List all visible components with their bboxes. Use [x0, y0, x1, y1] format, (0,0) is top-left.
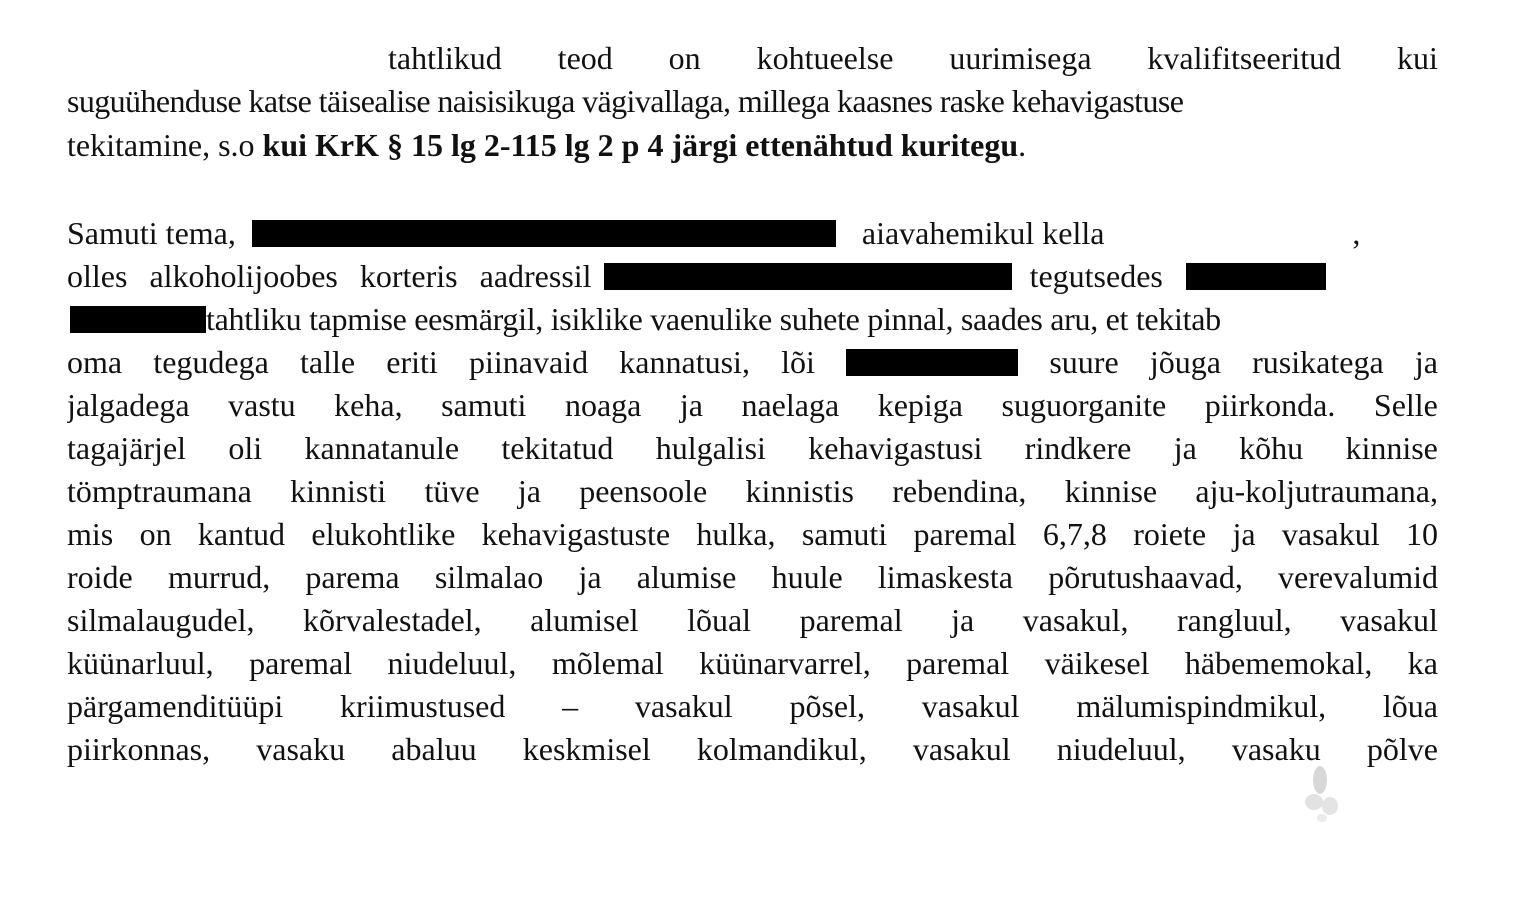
word: kui — [1397, 40, 1438, 76]
word: uurimisega — [949, 40, 1092, 76]
word: rindkere — [1024, 430, 1132, 466]
word: mis — [67, 516, 114, 552]
word: piirkonnas, — [67, 731, 211, 767]
word: parema — [305, 559, 400, 595]
word: kõhu — [1239, 430, 1304, 466]
paragraph-2-line-3 — [70, 298, 1441, 340]
word: niudeluul, — [1056, 731, 1186, 767]
redaction-bar — [1186, 263, 1326, 290]
word: põsel, — [789, 688, 865, 724]
word: murrud, — [167, 559, 271, 595]
word: kinnisti — [290, 473, 387, 509]
word: 10 — [1405, 516, 1438, 552]
word: kinnise — [1064, 473, 1158, 509]
word: kinnistis — [745, 473, 854, 509]
word: oma — [67, 344, 123, 380]
paragraph-1-line-1 — [388, 37, 1438, 79]
paragraph-2-line-5 — [67, 384, 1438, 426]
word: piirkonda. — [1204, 387, 1336, 423]
word: jalgadega — [67, 387, 190, 423]
word: vastu — [228, 387, 296, 423]
word: ja — [1173, 430, 1197, 466]
word: tagajärjel — [67, 430, 187, 466]
line-text: tahtliku tapmise eesmärgil, isiklike vaenulike suhete pinnal, saades aru, et tekitab — [206, 301, 1221, 337]
word: kehavigastusi — [808, 430, 983, 466]
word: talle — [300, 344, 356, 380]
word: pärgamenditüüpi — [67, 688, 284, 724]
word: keskmisel — [522, 731, 651, 767]
word: hulka, — [696, 516, 776, 552]
word: jõuga — [1149, 344, 1221, 380]
offence-reference: kui KrK § 15 lg 2-115 lg 2 p 4 järgi ettenähtud kuritegu — [262, 127, 1019, 163]
word: vasakul — [634, 688, 733, 724]
word: suure — [1049, 344, 1119, 380]
word: silmalao — [434, 559, 544, 595]
word: tegutsedes — [1029, 258, 1163, 294]
word: rebendina, — [892, 473, 1027, 509]
word: kvalifitseeritud — [1147, 40, 1342, 76]
word: silmalaugudel, — [67, 602, 255, 638]
word: korteris — [359, 258, 458, 294]
paragraph-2-line-8 — [67, 513, 1438, 555]
word: kepiga — [877, 387, 963, 423]
line-text: suguühenduse katse täisealise naisisikuga vägivallaga, millega kaasnes raske kehavigastuse — [67, 83, 1184, 119]
paragraph-2-line-6 — [67, 427, 1438, 469]
word: piinavaid — [469, 344, 589, 380]
word: vasakul — [1281, 516, 1380, 552]
line-text: Samuti tema, — [67, 215, 236, 251]
word: kannatusi, — [619, 344, 750, 380]
redaction-bar — [252, 220, 836, 247]
word: Selle — [1373, 387, 1438, 423]
paragraph-1-line-2 — [67, 80, 1438, 122]
paragraph-2-line-11 — [67, 642, 1438, 684]
word: alumisel — [530, 602, 639, 638]
paragraph-2-line-1 — [67, 212, 1438, 254]
word: rangluul, — [1177, 602, 1292, 638]
word: olles — [67, 258, 128, 294]
paragraph-1-line-3 — [67, 124, 1438, 166]
line-text: aiavahemikul kella — [861, 215, 1105, 251]
word: kolmandikul, — [696, 731, 867, 767]
word: roide — [67, 559, 133, 595]
paragraph-2-line-12 — [67, 685, 1438, 727]
redaction-bar — [846, 349, 1018, 376]
word: eriti — [386, 344, 438, 380]
word: paremal — [249, 645, 353, 681]
word: tömptraumana — [67, 473, 252, 509]
word: samuti — [801, 516, 888, 552]
word: naelaga — [741, 387, 840, 423]
word: vasaku — [256, 731, 346, 767]
word: tüve — [424, 473, 480, 509]
word: lõua — [1382, 688, 1438, 724]
line-text: . — [1018, 127, 1027, 163]
word: aadressil — [479, 258, 592, 294]
word: ja — [679, 387, 703, 423]
paragraph-2-line-10 — [67, 599, 1438, 641]
paragraph-2-line-4 — [67, 341, 1438, 383]
word: samuti — [441, 387, 527, 423]
line-text: , — [1352, 215, 1361, 251]
word: huule — [771, 559, 843, 595]
word: küünarvarrel, — [699, 645, 871, 681]
word: paremal — [799, 602, 903, 638]
word: mälumispindmikul, — [1076, 688, 1327, 724]
word: põrutushaavad, — [1048, 559, 1243, 595]
word: kriimustused — [340, 688, 506, 724]
word: kinnise — [1345, 430, 1438, 466]
word: oli — [228, 430, 263, 466]
paragraph-2-line-7 — [67, 470, 1438, 512]
word: põlve — [1366, 731, 1438, 767]
word: niudeluul, — [387, 645, 517, 681]
word: elukohtlike — [311, 516, 456, 552]
scan-smudge — [1290, 760, 1350, 830]
word: ja — [1414, 344, 1438, 380]
line-text: tekitamine, s.o — [67, 127, 263, 163]
word: kohtueelse — [756, 40, 894, 76]
word: lõual — [687, 602, 752, 638]
redaction-bar — [70, 306, 206, 333]
word: paremal — [906, 645, 1010, 681]
word: häbememokal, — [1184, 645, 1373, 681]
word: hulgalisi — [655, 430, 766, 466]
word: ja — [517, 473, 541, 509]
word: noaga — [564, 387, 642, 423]
word: 6,7,8 — [1042, 516, 1107, 552]
word: kantud — [197, 516, 286, 552]
word: kannatanule — [304, 430, 460, 466]
word: väikesel — [1044, 645, 1150, 681]
word: ja — [578, 559, 602, 595]
word: ja — [1232, 516, 1256, 552]
word: aju-koljutraumana, — [1195, 473, 1438, 509]
word: lõi — [781, 344, 815, 380]
word: on — [668, 40, 701, 76]
word: ka — [1407, 645, 1438, 681]
word: limaskesta — [877, 559, 1013, 595]
word: peensoole — [579, 473, 708, 509]
word: alumise — [636, 559, 737, 595]
word: tahtlikud — [388, 40, 502, 76]
word: tekitatud — [501, 430, 614, 466]
paragraph-2-line-9 — [67, 556, 1438, 598]
word: verevalumid — [1278, 559, 1438, 595]
word: vasakul — [1340, 602, 1438, 638]
word: abaluu — [391, 731, 477, 767]
paragraph-2-line-2 — [67, 255, 1438, 297]
word: vasakul, — [1022, 602, 1129, 638]
redaction-bar — [604, 263, 1012, 290]
word: vasaku — [1231, 731, 1321, 767]
word: küünarluul, — [67, 645, 214, 681]
word: kõrvalestadel, — [303, 602, 482, 638]
word: vasakul — [921, 688, 1020, 724]
word: paremal — [913, 516, 1017, 552]
word: roiete — [1133, 516, 1207, 552]
word: on — [139, 516, 172, 552]
word: rusikatega — [1252, 344, 1384, 380]
word: vasakul — [912, 731, 1011, 767]
paragraph-2-line-13 — [67, 728, 1438, 770]
word: tegudega — [153, 344, 269, 380]
word: ja — [951, 602, 975, 638]
word: teod — [557, 40, 613, 76]
word: – — [562, 688, 579, 724]
word: mõlemal — [551, 645, 664, 681]
word: kehavigastuste — [481, 516, 671, 552]
word: alkoholijoobes — [149, 258, 338, 294]
word: keha, — [334, 387, 403, 423]
word: suguorganite — [1001, 387, 1167, 423]
